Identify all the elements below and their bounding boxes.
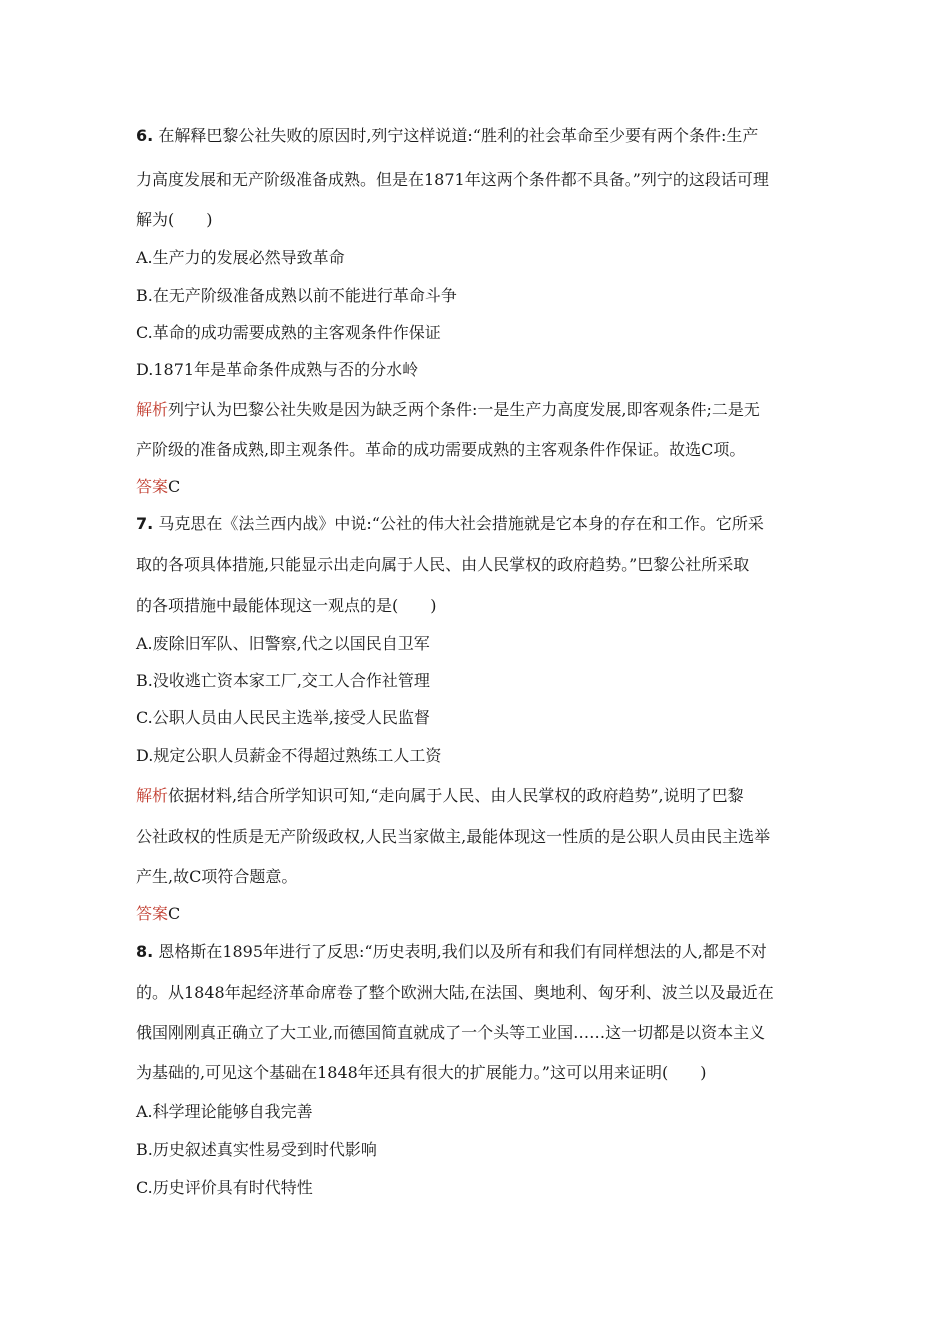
q6-stem-line-1: 6. 在解释巴黎公社失败的原因时,列宁这样说道:“胜利的社会革命至少要有两个条件:生产 [136, 126, 759, 145]
q7-analysis-line-2: 公社政权的性质是无产阶级政权,人民当家做主,最能体现这一性质的是公职人员由民主选举 [136, 827, 771, 846]
q8-number: 8. [136, 942, 154, 961]
q8-stem-line-4: 为基础的,可见这个基础在1848年还具有很大的扩展能力。”这可以用来证明( ) [136, 1063, 707, 1082]
q6-option-d: D.1871年是革命条件成熟与否的分水岭 [136, 360, 419, 379]
q6-option-a: A.生产力的发展必然导致革命 [136, 248, 345, 267]
q6-answer: 答案C [136, 477, 181, 496]
q7-option-d: D.规定公职人员薪金不得超过熟练工人工资 [136, 746, 442, 765]
q6-number: 6. [136, 126, 154, 145]
q7-analysis-line-1: 解析依据材料,结合所学知识可知,“走向属于人民、由人民掌权的政府趋势”,说明了巴黎 [136, 786, 744, 805]
q8-option-b: B.历史叙述真实性易受到时代影响 [136, 1140, 377, 1159]
q7-option-a: A.废除旧军队、旧警察,代之以国民自卫军 [136, 634, 430, 653]
q6-analysis-line-1: 解析列宁认为巴黎公社失败是因为缺乏两个条件:一是生产力高度发展,即客观条件;二是无 [136, 400, 760, 419]
q6-stem-line-2: 力高度发展和无产阶级准备成熟。但是在1871年这两个条件都不具备。”列宁的这段话可理 [136, 170, 769, 189]
q8-stem-line-3: 俄国刚刚真正确立了大工业,而德国简直就成了一个头等工业国……这一切都是以资本主义 [136, 1023, 766, 1042]
q7-analysis-line-3: 产生,故C项符合题意。 [136, 867, 298, 886]
q6-answer-label: 答案 [136, 477, 169, 496]
q7-stem-line-3: 的各项措施中最能体现这一观点的是( ) [136, 596, 437, 615]
q6-analysis-line-2: 产阶级的准备成熟,即主观条件。革命的成功需要成熟的主客观条件作保证。故选C项。 [136, 440, 746, 459]
q8-option-c: C.历史评价具有时代特性 [136, 1178, 313, 1197]
q7-option-c: C.公职人员由人民民主选举,接受人民监督 [136, 708, 430, 727]
q7-option-b: B.没收逃亡资本家工厂,交工人合作社管理 [136, 671, 430, 690]
q7-analysis-label: 解析 [136, 786, 169, 805]
q7-number: 7. [136, 514, 154, 533]
q7-answer-label: 答案 [136, 904, 169, 923]
q7-stem-line-1: 7. 马克思在《法兰西内战》中说:“公社的伟大社会措施就是它本身的存在和工作。它所采 [136, 514, 764, 533]
q6-option-b: B.在无产阶级准备成熟以前不能进行革命斗争 [136, 286, 457, 305]
q8-stem-line-2: 的。从1848年起经济革命席卷了整个欧洲大陆,在法国、奥地利、匈牙利、波兰以及最近在 [136, 983, 774, 1002]
q6-option-c: C.革命的成功需要成熟的主客观条件作保证 [136, 323, 441, 342]
q6-analysis-label: 解析 [136, 400, 169, 419]
q8-option-a: A.科学理论能够自我完善 [136, 1102, 313, 1121]
q8-stem-line-1: 8. 恩格斯在1895年进行了反思:“历史表明,我们以及所有和我们有同样想法的人,都是不对 [136, 942, 767, 961]
q6-stem-line-3: 解为( ) [136, 210, 213, 229]
q7-stem-line-2: 取的各项具体措施,只能显示出走向属于人民、由人民掌权的政府趋势。”巴黎公社所采取 [136, 555, 750, 574]
q7-answer: 答案C [136, 904, 181, 923]
